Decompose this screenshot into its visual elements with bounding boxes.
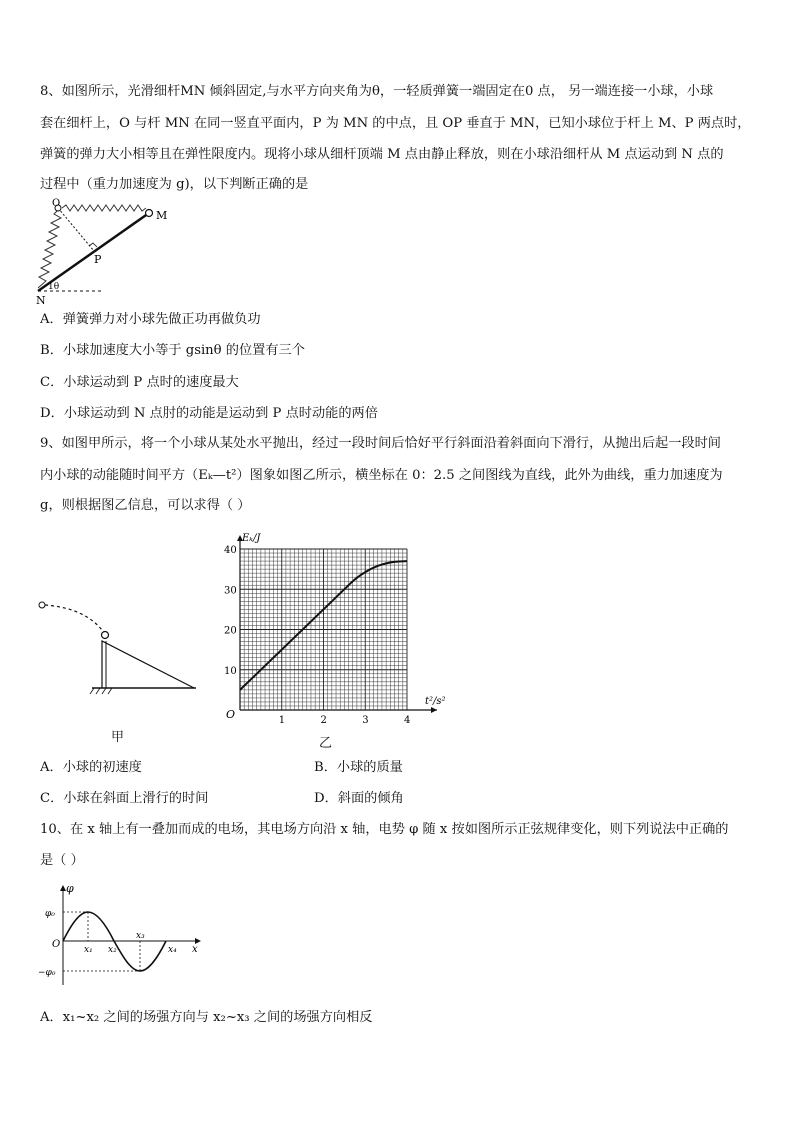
q8-line-1: 8、如图所示，光滑细杆MN 倾斜固定,与水平方向夹角为θ，一轻质弹簧一端固定在0 点， 另一端连接一小球，小球	[40, 84, 714, 99]
y-tick-label: 30	[224, 585, 237, 597]
q9-line-1: 9、如图甲所示，将一个小球从某处水平抛出，经过一段时间后恰好平行斜面沿着斜面向下滑行，从抛出后起一段时间	[40, 436, 721, 451]
x1-label: x₁	[84, 945, 93, 955]
neg-phi0-label: −φ₀	[38, 968, 56, 978]
ball-on-incline	[102, 632, 109, 639]
chart-ticks	[224, 545, 410, 726]
x-tick-label: 1	[278, 715, 286, 726]
q9-option-b: B．小球的质量	[314, 760, 403, 775]
y-axis-label: Eₖ/J	[242, 533, 261, 544]
phi-label: φ	[66, 882, 74, 895]
fig-jia-label: 甲	[111, 730, 125, 745]
x-tick-label: 2	[320, 715, 327, 726]
y-tick-label: 10	[224, 665, 237, 677]
q8-option-a: A．弹簧弹力对小球先做正功再做负功	[40, 312, 261, 327]
q8-option-b: B．小球加速度大小等于 gsinθ 的位置有三个	[40, 343, 305, 358]
q8-option-c: C．小球运动到 P 点时的速度最大	[40, 375, 239, 390]
x3-label: x₃	[136, 931, 145, 941]
q9-line-3: g，则根据图乙信息，可以求得（ ）	[40, 498, 251, 513]
phi0-label: φ₀	[45, 909, 55, 919]
q8-line-3: 弹簧的弹力大小相等且在弹性限度内。现将小球从细杆顶端 M 点由静止释放，则在小球沿细杆从 M 点运动到 N 点的	[40, 147, 724, 162]
fig-yi-label: 乙	[319, 736, 333, 751]
label-theta: 1θ	[48, 282, 60, 292]
right-angle-mark	[89, 243, 97, 247]
q9-figure-jia	[34, 596, 204, 706]
x4-label: x₄	[168, 945, 177, 955]
ball-m	[146, 210, 153, 217]
q8-line-2: 套在细杆上，O 与杆 MN 在同一竖直平面内，P 为 MN 的中点，且 OP 垂直于 MN，已知小球位于杆上 M、P 两点时，	[40, 116, 751, 131]
q9-line-2: 内小球的动能随时间平方（Eₖ—t²）图象如图乙所示，横坐标在 0：2.5 之间图线为直线，此外为曲线，重力加速度为	[40, 468, 723, 483]
origin-label: O	[226, 708, 236, 721]
chart-grid	[240, 549, 407, 710]
q10-graph	[34, 880, 214, 990]
x-axis-label: x	[192, 944, 198, 955]
y-tick-label: 40	[224, 545, 237, 556]
q9-option-c: C．小球在斜面上滑行的时间	[40, 791, 209, 806]
launch-point	[39, 602, 45, 608]
x-axis-arrow	[431, 707, 437, 713]
q9-option-d: D．斜面的倾角	[314, 791, 404, 806]
x-axis-label: t²/s²	[425, 696, 446, 707]
x2-label: x₂	[108, 945, 117, 955]
ground-hatch	[90, 688, 112, 694]
x-tick-label: 4	[404, 715, 411, 726]
segment-op	[58, 208, 94, 251]
label-m: M	[156, 209, 168, 222]
q9-chart	[212, 528, 462, 728]
q8-option-d: D．小球运动到 N 点肘的动能是运动到 P 点时动能的两倍	[40, 406, 378, 421]
q9-option-a: A．小球的初速度	[40, 760, 142, 775]
q8-figure	[34, 196, 184, 306]
q10-option-a: A．x₁~x₂ 之间的场强方向与 x₂~x₃ 之间的场强方向相反	[40, 1010, 373, 1025]
y-tick-label: 20	[224, 625, 237, 637]
q10-line-2: 是（ ）	[40, 853, 84, 868]
q8-line-4: 过程中（重力加速度为 g)，以下判断正确的是	[40, 177, 309, 192]
q10-line-1: 10、在 x 轴上有一叠加而成的电场，其电场方向沿 x 轴，电势 φ 随 x 按如图所示正弦规律变化，则下列说法中正确的	[40, 822, 729, 837]
spring-om	[62, 205, 146, 211]
label-n: N	[36, 294, 46, 306]
incline	[102, 641, 194, 688]
trajectory	[45, 605, 102, 630]
x-tick-label: 3	[362, 715, 369, 726]
origin-label: O	[52, 939, 61, 950]
label-o: O	[52, 198, 61, 209]
label-p: P	[94, 253, 102, 266]
